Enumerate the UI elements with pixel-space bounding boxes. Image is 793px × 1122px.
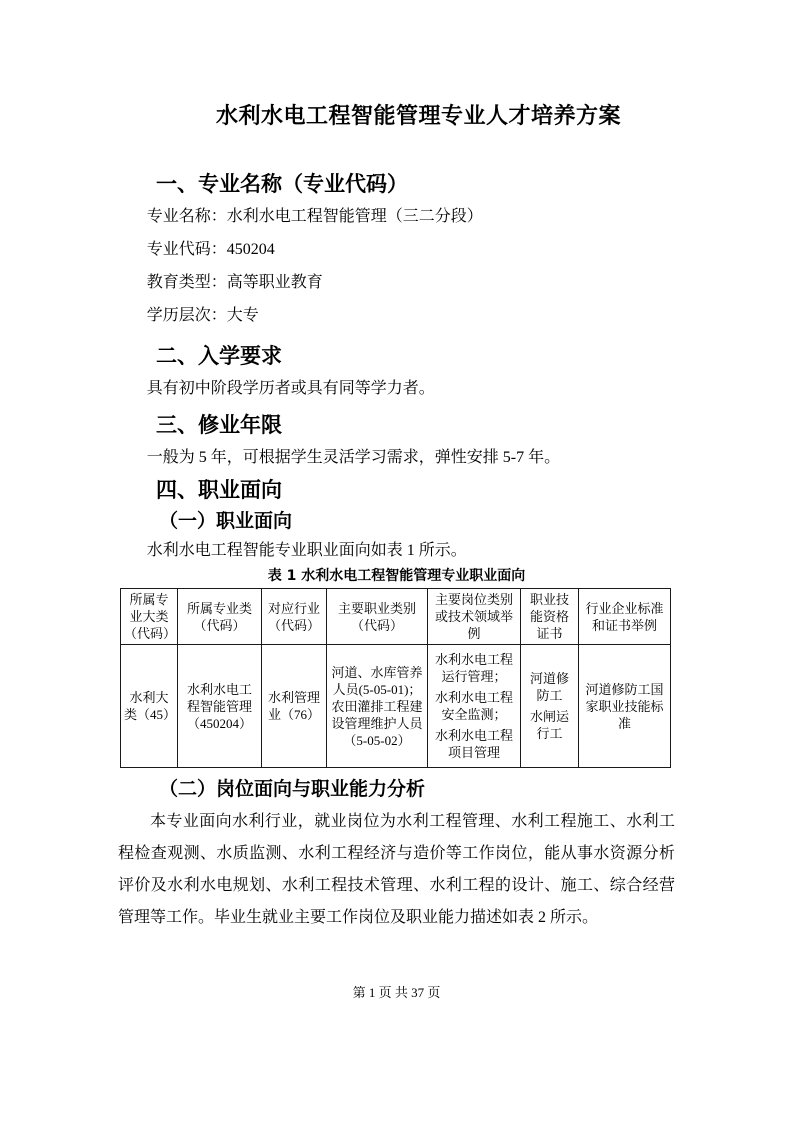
table-row — [121, 645, 671, 768]
position-item: 水利水电工程项目管理 — [434, 728, 513, 760]
occupation-item: 农田灌排工程建设管理维护人员（5-05-02） — [331, 698, 423, 748]
table-intro-text: 水利水电工程智能专业职业面向如表 1 所示。 — [146, 542, 467, 559]
subsection-4-2-heading: （二）岗位面向与职业能力分析 — [159, 778, 426, 800]
cell-major-category: 水利大类（45） — [121, 645, 178, 768]
subsection-4-1-heading: （一）职业面向 — [159, 510, 293, 532]
cell-industry: 水利管理业（76） — [262, 645, 327, 768]
cell-positions — [428, 645, 521, 768]
position-item: 水利水电工程运行管理； — [434, 652, 513, 684]
section-1-heading: 一、专业名称（专业代码） — [156, 172, 408, 196]
career-orientation-table — [120, 588, 671, 768]
section-2-heading: 二、入学要求 — [156, 344, 282, 368]
cell-certificates — [521, 645, 579, 768]
subsection-4-2-body: 本专业面向水利行业，就业岗位为水利工程管理、水利工程施工、水利工程检查观测、水质监测、水利工程经济与造价等工作岗位，能从事水资源分析评价及水利水电规划、水利工程技术管理、水利工程的设计、施工、综合经营管理等工作。毕业生就业主要工作岗位及职业能力描述如表 2 所示。 — [118, 813, 675, 926]
certificate-item: 水闸运行工 — [529, 709, 569, 741]
cell-major-class: 水利水电工程智能管理（450204） — [178, 645, 262, 768]
cell-standards: 河道修防工国家职业技能标准 — [579, 645, 671, 768]
field-education-level: 学历层次：大专 — [146, 307, 259, 324]
page-number: 第 1 页 共 37 页 — [352, 985, 441, 1000]
document-title: 水利水电工程智能管理专业人才培养方案 — [215, 104, 621, 129]
certificate-item: 河道修防工 — [529, 671, 569, 703]
section-2-body: 具有初中阶段学历者或具有同等学力者。 — [146, 380, 435, 397]
col-header-position-examples: 主要岗位类别或技术领域举例 — [428, 589, 521, 645]
field-major-name: 专业名称：水利水电工程智能管理（三二分段） — [146, 208, 483, 225]
occupation-item: 河道、水库管养人员(5-05-01)； — [331, 664, 423, 697]
section-4-heading: 四、职业面向 — [156, 478, 282, 502]
table-header-row — [121, 589, 671, 645]
section-3-heading: 三、修业年限 — [156, 413, 282, 437]
table-caption: 表 1 水利水电工程智能管理专业职业面向 — [267, 568, 526, 584]
cell-occupations — [327, 645, 428, 768]
field-education-type: 教育类型：高等职业教育 — [146, 274, 323, 291]
col-header-major-class: 所属专业类（代码） — [178, 589, 262, 645]
col-header-certificates: 职业技能资格证书 — [521, 589, 579, 645]
col-header-major-category: 所属专业大类（代码） — [121, 589, 178, 645]
col-header-industry: 对应行业（代码） — [262, 589, 327, 645]
position-item: 水利水电工程安全监测； — [434, 690, 513, 722]
col-header-standards: 行业企业标准和证书举例 — [579, 589, 671, 645]
section-3-body: 一般为 5 年，可根据学生灵活学习需求，弹性安排 5-7 年。 — [146, 449, 561, 466]
field-major-code: 专业代码：450204 — [146, 241, 275, 258]
col-header-occupation-category: 主要职业类别（代码） — [327, 589, 428, 645]
